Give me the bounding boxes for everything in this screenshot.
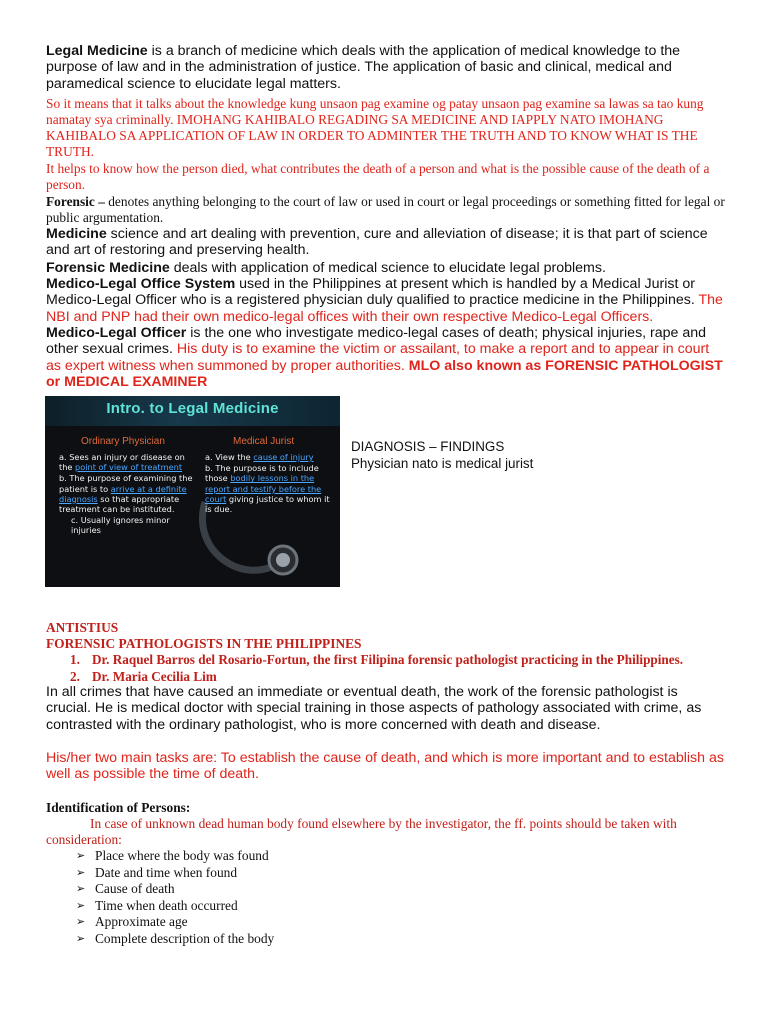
paragraph-forensic-pathologist-role: In all crimes that have caused an immediate or eventual death, the work of the forensic pathologist is crucial. He is medical doctor with special training in those aspects of pathology associated with crime, as contrasted with the ordinary pathologist, who is more concerned with death and disease. (46, 684, 702, 733)
slide-title: Intro. to Legal Medicine (106, 400, 279, 417)
slide-left-column: a. Sees an injury or disease on the point of view of treatment b. The purpose of examining the patient is to arrive at a definite diagnosis so that appropriate treatment can be instituted. c. Usually ignores minor injuries (59, 452, 193, 536)
paragraph-medico-legal-officer: Medico-Legal Officer is the one who investigate medico-legal cases of death; physical injuries, rape and other sexual crimes. His duty is to examine the victim or assailant, to make a report and to appear in court as expert witness when summoned by proper authorities. MLO also known as FORENSIC PATHOLOGIST or MEDICAL EXAMINER (46, 325, 723, 390)
slide-right-column: a. View the cause of injury b. The purpose is to include those bodily lessons in the report and testify before the court giving justice to whom it is due. (205, 452, 330, 515)
list-item: ➢ Complete description of the body (76, 930, 275, 946)
list-item: 2. Dr. Maria Cecilia Lim (70, 668, 217, 684)
slide-left-header: Ordinary Physician (81, 436, 165, 447)
paragraph-forensic-medicine: Forensic Medicine deals with application of medical science to elucidate legal problems. (46, 260, 606, 276)
heading-forensic-pathologists: FORENSIC PATHOLOGISTS IN THE PHILIPPINES (46, 636, 362, 651)
list-item: ➢ Date and time when found (76, 864, 238, 880)
arrow-bullet-icon: ➢ (76, 883, 86, 895)
paragraph-helps-to-know: It helps to know how the person died, what contributes the death of a person and what is the possible cause of the death of a person. (46, 161, 710, 192)
heading-antistius: ANTISTIUS (46, 620, 119, 635)
arrow-bullet-icon: ➢ (76, 866, 86, 879)
arrow-bullet-icon: ➢ (76, 916, 86, 928)
list-item: ➢ Cause of death (76, 881, 175, 896)
paragraph-two-main-tasks: His/her two main tasks are: To establish the cause of death, and which is more important and to establish as well as possible the time of death. (46, 750, 724, 783)
slide-right-header: Medical Jurist (233, 436, 295, 447)
pathologist-list (70, 652, 683, 685)
slide-image (45, 396, 340, 587)
term-legal-medicine: Legal Medicine (46, 43, 148, 59)
identification-points-list (76, 848, 274, 947)
list-item: ➢ Place where the body was found (76, 848, 269, 863)
paragraph-forensic: Forensic – denotes anything belonging to the court of law or used in court or legal proceedings or something fitted for legal or public argumentation. (46, 194, 725, 225)
list-item: 1. Dr. Raquel Barros del Rosario-Fortun, the first Filipina forensic pathologist practicing in the Philippines. (70, 652, 684, 667)
arrow-bullet-icon: ➢ (76, 850, 86, 862)
slide-caption: DIAGNOSIS – FINDINGS Physician nato is medical jurist (351, 439, 534, 471)
paragraph-legal-medicine: Legal Medicine is a branch of medicine which deals with the application of medical knowledge to the purpose of law and in the administration of justice. The application of basic and clinical, medical and paramedical science to elucidate legal matters. (46, 43, 681, 92)
list-item: ➢ Approximate age (76, 914, 188, 929)
paragraph-medico-legal-system: Medico-Legal Office System used in the Philippines at present which is handled by a Medical Jurist or Medico-Legal Officer who is a registered physician duly qualified to practice medicine in the Philippines. The NBI and PNP had their own medico-legal offices with their own respective Medico-Legal Officers. (46, 276, 723, 325)
paragraph-identification-intro: In case of unknown dead human body found elsewhere by the investigator, the ff. points should be taken with consideration: (46, 816, 677, 847)
list-item: ➢ Time when death occurred (76, 897, 238, 913)
arrow-bullet-icon: ➢ (76, 932, 86, 945)
paragraph-medicine: Medicine science and art dealing with prevention, cure and alleviation of disease; it is that part of science and art of restoring and preserving health. (46, 226, 708, 259)
arrow-bullet-icon: ➢ (76, 899, 86, 912)
paragraph-bisaya-note: So it means that it talks about the knowledge kung unsaon pag examine og patay unsaon pag examine sa lawas sa tao kung namatay sya criminally. IMOHANG KAHIBALO REGADING SA MEDICINE AND IAPPLY NATO IMOHANG KAHIBALO SA APPLICATION OF LAW IN ORDER TO ADMINTER THE TRUTH AND TO KNOW WHAT IS THE TRUTH. (46, 96, 704, 159)
heading-identification: Identification of Persons: (46, 800, 191, 815)
